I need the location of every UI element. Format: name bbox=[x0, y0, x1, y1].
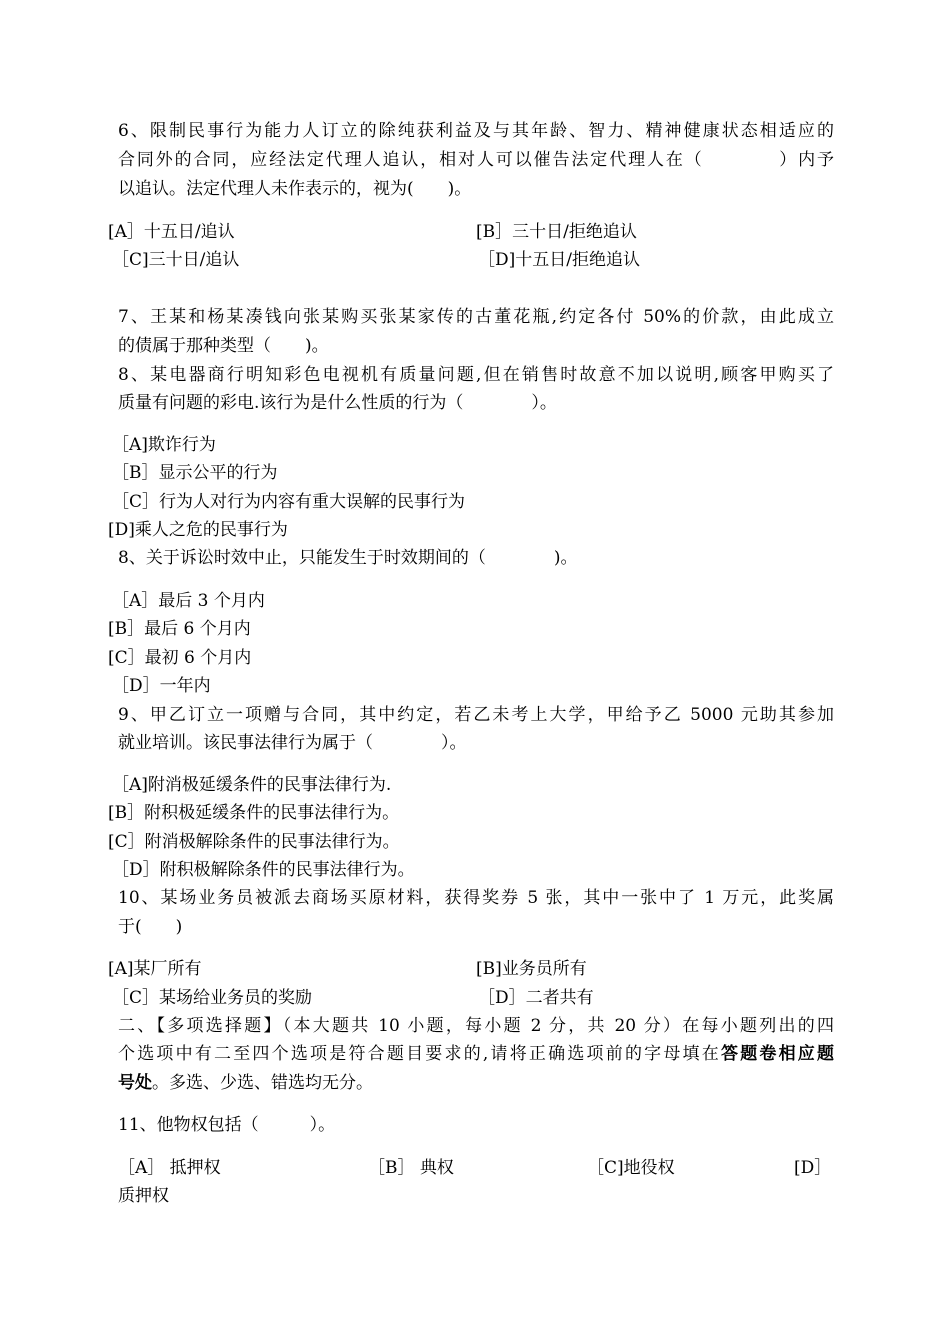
question-8b-option-a: ［A］最后 3 个月内 bbox=[112, 591, 265, 611]
question-8a-option-d: [D]乘人之危的民事行为 bbox=[108, 520, 288, 540]
question-8a-option-a: ［A]欺诈行为 bbox=[112, 435, 216, 455]
question-9-option-a: ［A]附消极延缓条件的民事法律行为. bbox=[112, 775, 392, 795]
question-9-line-1: 9、甲乙订立一项赠与合同，其中约定，若乙未考上大学，甲给予乙 5000 元助其参加 bbox=[118, 705, 834, 725]
question-6-line-3: 以追认。法定代理人未作表示的，视为( )。 bbox=[118, 179, 472, 199]
question-10-option-d: ［D］二者共有 bbox=[478, 988, 594, 1008]
section-2-heading-line-3 bbox=[118, 1071, 373, 1095]
question-6-option-b: [B］三十日/拒绝追认 bbox=[476, 222, 637, 242]
question-10-line-1: 10、某场业务员被派去商场买原材料，获得奖券 5 张，其中一张中了 1 万元，此奖属 bbox=[118, 888, 834, 908]
question-8b-option-c: [C］最初 6 个月内 bbox=[108, 648, 252, 668]
question-8b-line-1: 8、关于诉讼时效中止，只能发生于时效期间的（ )。 bbox=[118, 548, 578, 568]
question-9-option-c: [C］附消极解除条件的民事法律行为。 bbox=[108, 832, 400, 852]
question-11-line-1: 11、他物权包括（ ）。 bbox=[118, 1115, 336, 1135]
question-11-option-a: ［A］ 抵押权 bbox=[118, 1158, 221, 1178]
question-9-option-b: [B］附积极延缓条件的民事法律行为。 bbox=[108, 803, 400, 823]
question-6-line-1: 6、限制民事行为能力人订立的除纯获利益及与其年龄、智力、精神健康状态相适应的 bbox=[118, 121, 834, 141]
question-6-option-c: ［C]三十日/追认 bbox=[112, 250, 240, 270]
question-6-option-a: [A］十五日/追认 bbox=[108, 222, 235, 242]
question-6-option-d: ［D]十五日/拒绝追认 bbox=[478, 250, 640, 270]
question-11-option-d-text: 质押权 bbox=[118, 1186, 169, 1206]
question-7-line-1: 7、王某和杨某凑钱向张某购买张某家传的古董花瓶,约定各付 50%的价款，由此成立 bbox=[118, 307, 834, 327]
section-2-instruction-bold: 答题卷相应题 bbox=[720, 1044, 835, 1064]
question-8a-option-c: ［C］行为人对行为内容有重大误解的民事行为 bbox=[112, 492, 466, 512]
question-8a-line-1: 8、某电器商行明知彩色电视机有质量问题,但在销售时故意不加以说明,顾客甲购买了 bbox=[118, 365, 834, 385]
question-9-line-2: 就业培训。该民事法律行为属于（ ）。 bbox=[118, 733, 467, 753]
question-9-option-d: ［D］附积极解除条件的民事法律行为。 bbox=[112, 860, 415, 880]
section-2-heading-line-1: 二、【多项选择题】（本大题共 10 小题，每小题 2 分，共 20 分）在每小题列出的四 bbox=[118, 1016, 834, 1036]
question-8b-option-b: [B］最后 6 个月内 bbox=[108, 619, 251, 639]
question-10-line-2: 于( ) bbox=[118, 917, 183, 937]
question-7-line-2: 的债属于那种类型（ )。 bbox=[118, 336, 329, 356]
question-8b-option-d: ［D］一年内 bbox=[112, 676, 211, 696]
question-11-option-b: ［B］ 典权 bbox=[368, 1158, 454, 1178]
question-10-option-a: [A]某厂所有 bbox=[108, 959, 202, 979]
question-6-line-2: 合同外的合同，应经法定代理人追认，相对人可以催告法定代理人在（ ）内予 bbox=[118, 150, 834, 170]
question-8a-option-b: ［B］显示公平的行为 bbox=[112, 463, 278, 483]
question-11-option-c: ［C]地役权 bbox=[587, 1158, 675, 1178]
section-2-instruction-bold-cont: 号处 bbox=[118, 1073, 152, 1093]
section-2-heading-line-2 bbox=[118, 1042, 834, 1066]
question-11-option-d: [D］ bbox=[794, 1158, 832, 1178]
question-10-option-b: [B]业务员所有 bbox=[476, 959, 587, 979]
section-2-instruction-text: 个选项中有二至四个选项是符合题目要求的,请将正确选项前的字母填在 bbox=[118, 1044, 721, 1064]
question-10-option-c: ［C］某场给业务员的奖励 bbox=[112, 988, 313, 1008]
section-2-instruction-tail: 。多选、少选、错选均无分。 bbox=[152, 1073, 373, 1093]
question-8a-line-2: 质量有问题的彩电.该行为是什么性质的行为（ ）。 bbox=[118, 393, 557, 413]
